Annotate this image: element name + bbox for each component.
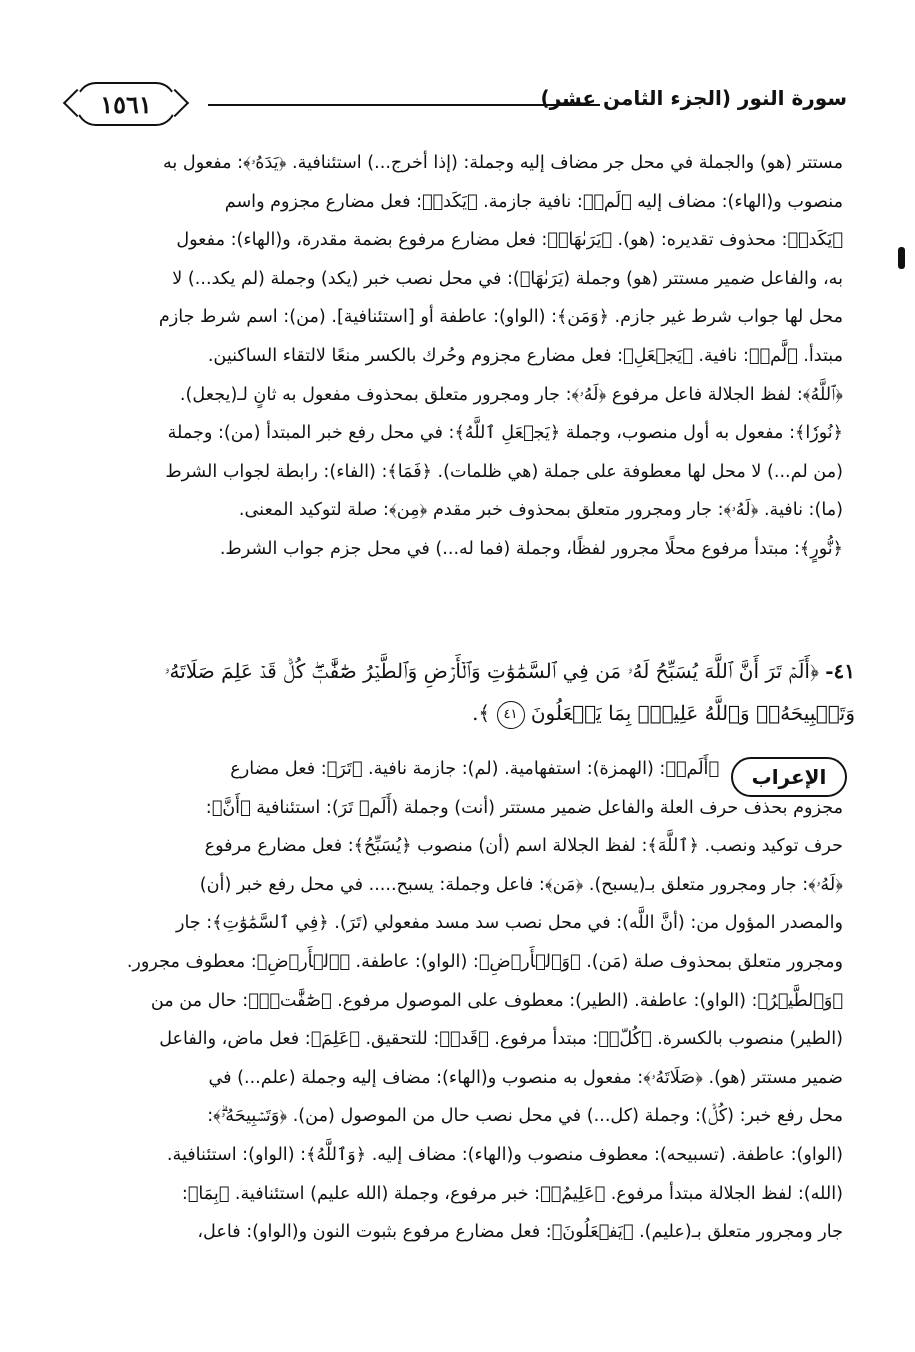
text-line: منصوب و(الهاء): مضاف إليه ﴿لَمۡ﴾: نافية جازمة. ﴿يَكَدۡ﴾: فعل مضارع مجزوم واسم <box>224 191 843 212</box>
verse-line-2 <box>72 692 855 734</box>
page-number: ١٥٦١ <box>76 82 176 126</box>
text-line: (الواو): عاطفة. (تسبيحه): معطوف منصوب و(الهاء): مضاف إليه. ﴿وَٱللَّهُ﴾: (الواو): استئنافية. <box>166 1144 843 1165</box>
text-line: حرف توكيد ونصب. ﴿ٱللَّهَ﴾: لفظ الجلالة اسم (أن) منصوب ﴿يُسَبِّحُ﴾: فعل مضارع مرفوع <box>204 836 843 857</box>
verse-number: ٤١- <box>825 659 855 683</box>
text-line: جار ومجرور متعلق بـ(عليم). ﴿يَفۡعَلُونَ﴾: فعل مضارع مرفوع بثبوت النون و(الواو): فاعل، <box>197 1222 843 1243</box>
text-line: ضمير مستتر (هو). ﴿صَلَاتَهُۥ﴾: مفعول به منصوب و(الهاء): مضاف إليه وجملة (علم...) في <box>208 1067 843 1088</box>
text-line: ﴿أَلَمۡ﴾: (الهمزة): استفهامية. (لم): جازمة نافية. ﴿تَرَ﴾: فعل مضارع <box>230 759 719 779</box>
running-title: سورة النور (الجزء الثامن عشر) <box>540 86 847 110</box>
text-line: محل لها جواب شرط غير جازم. ﴿وَمَن﴾: (الواو): عاطفة أو [استئنافية]. (من): اسم شرط جازم <box>158 307 843 328</box>
text-line: (الطير) منصوب بالكسرة. ﴿كُلّٞ﴾: مبتدأ مرفوع. ﴿قَدۡ﴾: للتحقيق. ﴿عَلِمَ﴾: فعل ماض، والفاعل <box>159 1029 843 1050</box>
quran-verse <box>72 650 855 734</box>
text-line: ﴿وَٱلطَّيۡرُ﴾: (الواو): عاطفة. (الطير): معطوف على الموصول مرفوع. ﴿صَٰٓفَّٰتٖۖ﴾: حال من من <box>150 990 843 1011</box>
commentary-block-1 <box>72 144 843 569</box>
text-line: ﴿نُورٗا﴾: مفعول به أول منصوب، وجملة ﴿يَجۡعَلِ ٱللَّهُ﴾: في محل رفع خبر المبتدأ (من): وجملة <box>167 423 843 444</box>
text-line: مجزوم بحذف حرف العلة والفاعل ضمير مستتر (أنت) وجملة (أَلَمۡ تَرَ): استئنافية ﴿أَنَّ﴾: <box>205 797 843 818</box>
text-line: (ما): نافية. ﴿لَهُۥ﴾: جار ومجرور متعلق بمحذوف خبر مقدم ﴿مِن﴾: صلة لتوكيد المعنى. <box>238 500 843 521</box>
header-rule <box>208 104 600 106</box>
text-line: ﴿يَكَدۡ﴾: محذوف تقديره: (هو). ﴿يَرَىٰهَاۗ﴾: فعل مضارع مرفوع بضمة مقدرة، و(الهاء): مفعول <box>176 230 843 251</box>
verse-end-marker: ٤١ <box>497 701 525 729</box>
irab-label: الإعراب <box>731 757 847 797</box>
text-line: ﴿نُّورٍ﴾: مبتدأ مرفوع محلًا مجرور لفظًا، وجملة (فما له...) في محل جزم جواب الشرط. <box>219 538 843 559</box>
verse-close: ﴾. <box>472 701 491 725</box>
text-line: والمصدر المؤول من: (أنَّ اللَّه): في محل نصب سد مسد مفعولي (تَرَ). ﴿فِي ٱلسَّمَٰوَٰتِ﴾: جار <box>175 913 843 934</box>
text-line: مستتر (هو) والجملة في محل جر مضاف إليه وجملة: (إذا أخرج...) استئنافية. ﴿يَدَهُۥ﴾: مفعول به <box>162 153 843 173</box>
text-line: (من لم...) لا محل لها معطوفة على جملة (هي ظلمات). ﴿فَمَا﴾: (الفاء): رابطة لجواب الشرط <box>165 461 843 482</box>
text-line: (الله): لفظ الجلالة مبتدأ مرفوع. ﴿عَلِيمُۢ﴾: خبر مرفوع، وجملة (الله عليم) استئنافية. ﴿بِمَا﴾: <box>181 1183 843 1204</box>
text-line: ومجرور متعلق بمحذوف صلة (مَن). ﴿وَٱلۡأَرۡضِ﴾: (الواو): عاطفة. ﴿ٱلۡأَرۡضِ﴾: معطوف مجرور. <box>126 951 843 972</box>
text-line: به، والفاعل ضمير مستتر (هو) وجملة (يَرَىٰهَاۗ): في محل نصب خبر (يكد) وجملة (لم يكد...) لا <box>172 268 843 289</box>
text-line: مبتدأ. ﴿لَّمۡ﴾: نافية. ﴿يَجۡعَلِ﴾: فعل مضارع مجزوم وحُرك بالكسر منعًا لالتقاء الساكنين. <box>207 345 843 366</box>
text-line: ﴿لَهُۥ﴾: جار ومجرور متعلق بـ(يسبح). ﴿مَن﴾: فاعل وجملة: يسبح..... في محل رفع خبر (أن) <box>199 874 843 895</box>
page-header <box>68 78 847 130</box>
verse-line-1 <box>72 650 855 692</box>
text-line: محل رفع خبر: (كُلّٞ): وجملة (كل...) في محل نصب حال من الموصول (من). ﴿وَتَسۡبِيحَهُۥۗ﴾: <box>207 1106 843 1127</box>
irab-block <box>72 750 843 1252</box>
verse-text-2: وَتَسۡبِيحَهُۥۗ وَٱللَّهُ عَلِيمُۢ بِمَا يَفۡعَلُونَ <box>530 701 855 725</box>
verse-text-1: ﴿أَلَمۡ تَرَ أَنَّ ٱللَّهَ يُسَبِّحُ لَهُۥ مَن فِي ٱلسَّمَٰوَٰتِ وَٱلۡأَرۡضِ وَٱلطَّيۡرُ صَٰٓفَّٰتٖۖ كُلّٞ قَدۡ عَلِمَ صَلَاتَهُۥ <box>164 659 819 683</box>
text-line: ﴿ٱللَّهُ﴾: لفظ الجلالة فاعل مرفوع ﴿لَهُۥ﴾: جار ومجرور متعلق بمحذوف مفعول به ثانٍ لـ(يجعل). <box>179 384 843 405</box>
margin-mark <box>898 247 905 269</box>
